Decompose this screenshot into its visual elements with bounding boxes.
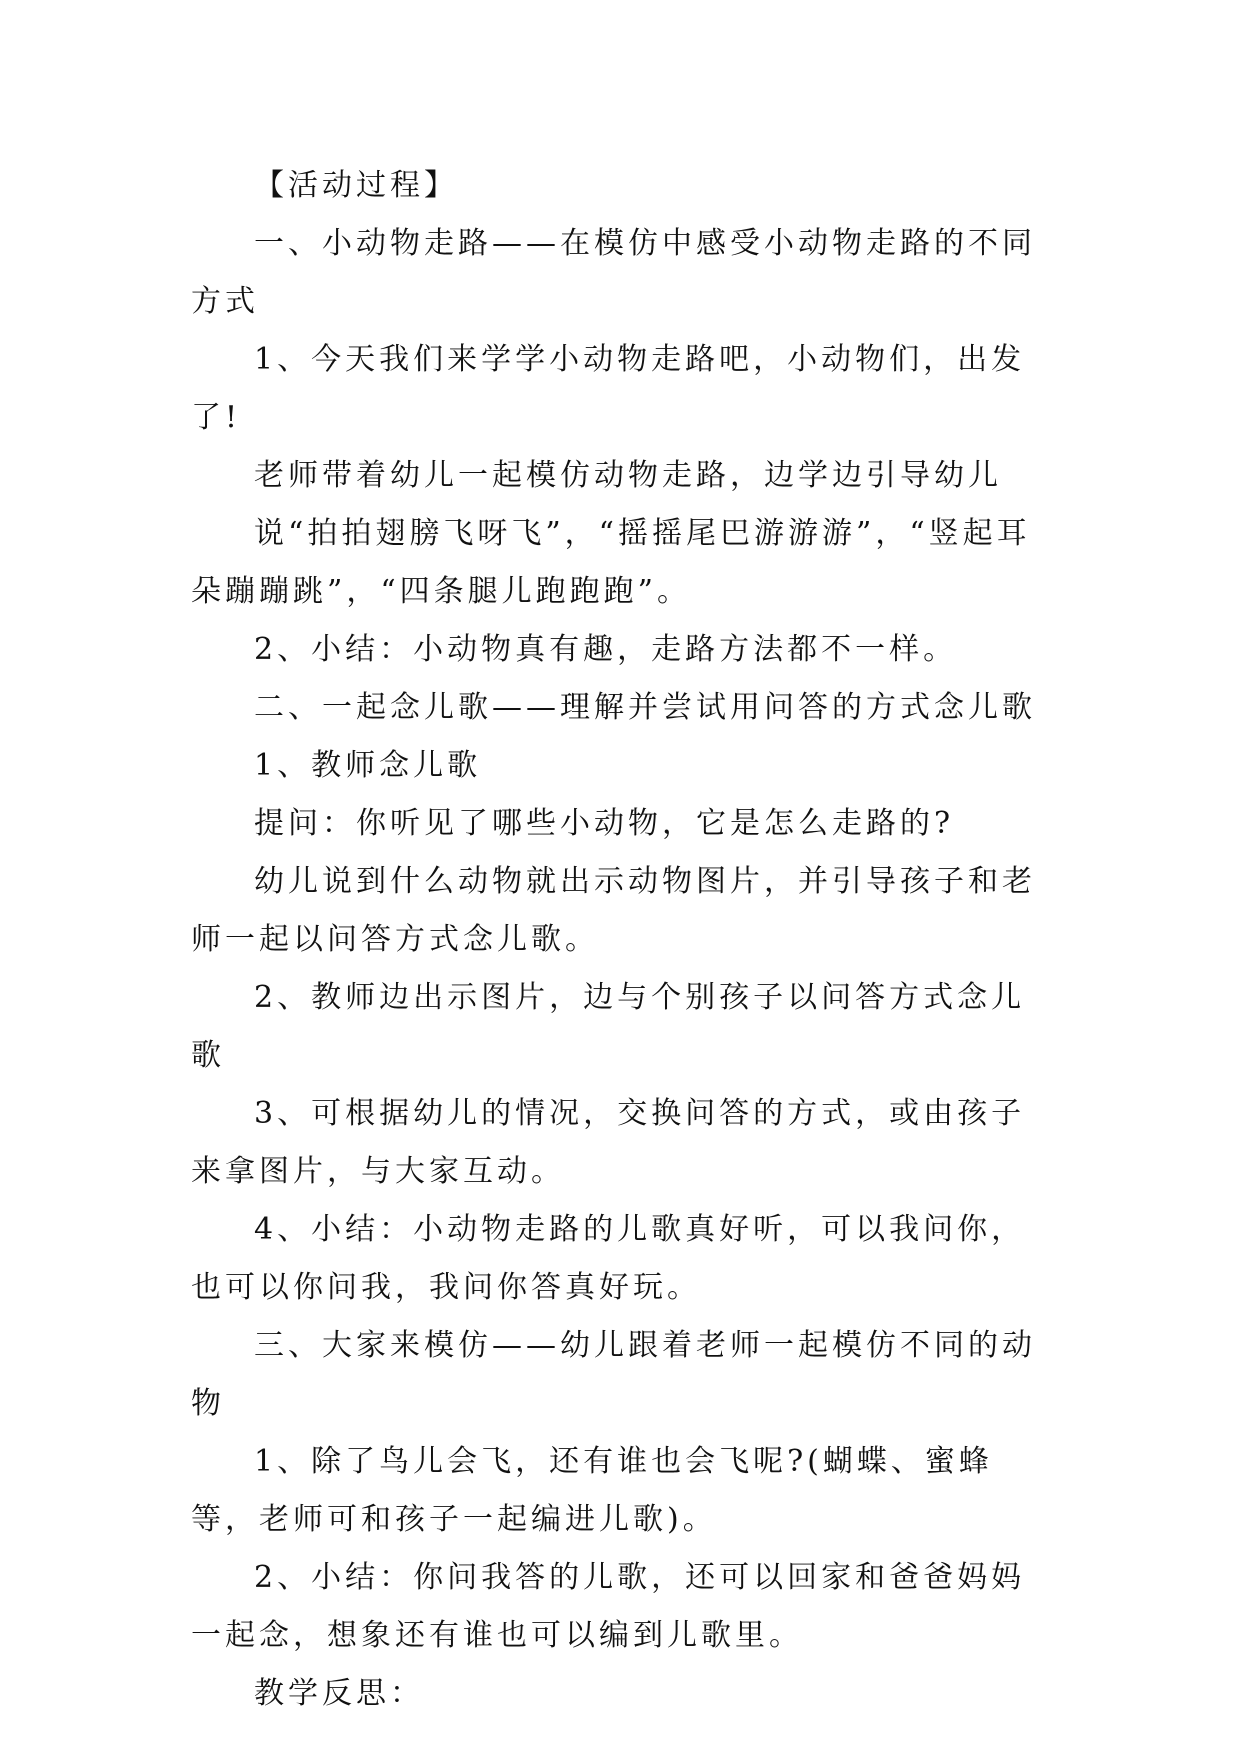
paragraph: 3、可根据幼儿的情况，交换问答的方式，或由孩子来拿图片，与大家互动。 bbox=[191, 1096, 1026, 1189]
paragraph: 4、小结：小动物走路的儿歌真好听，可以我问你，也可以你问我，我问你答真好玩。 bbox=[191, 1212, 1026, 1305]
paragraph: 2、小结：小动物真有趣，走路方法都不一样。 bbox=[254, 632, 958, 667]
paragraph: 幼儿说到什么动物就出示动物图片，并引导孩子和老师一起以问答方式念儿歌。 bbox=[191, 864, 1036, 957]
section-heading-activity-process: 【活动过程】 bbox=[254, 168, 458, 203]
section-three-heading: 三、大家来模仿——幼儿跟着老师一起模仿不同的动物 bbox=[191, 1328, 1036, 1421]
paragraph: 老师带着幼儿一起模仿动物走路，边学边引导幼儿 bbox=[254, 458, 1002, 493]
document-body bbox=[191, 157, 1051, 1723]
teaching-reflection-heading: 教学反思： bbox=[254, 1676, 424, 1711]
paragraph: 1、今天我们来学学小动物走路吧，小动物们，出发了! bbox=[191, 342, 1026, 435]
paragraph: 提问：你听见了哪些小动物，它是怎么走路的? bbox=[254, 806, 955, 841]
paragraph: 1、除了鸟儿会飞，还有谁也会飞呢?(蝴蝶、蜜蜂等，老师可和孩子一起编进儿歌)。 bbox=[191, 1444, 993, 1537]
section-one-heading: 一、小动物走路——在模仿中感受小动物走路的不同方式 bbox=[191, 226, 1036, 319]
section-two-heading: 二、一起念儿歌——理解并尝试用问答的方式念儿歌 bbox=[254, 690, 1036, 725]
paragraph: 1、教师念儿歌 bbox=[254, 748, 482, 783]
paragraph: 2、小结：你问我答的儿歌，还可以回家和爸爸妈妈一起念，想象还有谁也可以编到儿歌里。 bbox=[191, 1560, 1026, 1653]
paragraph: 说“拍拍翅膀飞呀飞”，“摇摇尾巴游游游”，“竖起耳朵蹦蹦跳”，“四条腿儿跑跑跑”。 bbox=[191, 516, 1031, 609]
paragraph: 2、教师边出示图片，边与个别孩子以问答方式念儿歌 bbox=[191, 980, 1026, 1073]
